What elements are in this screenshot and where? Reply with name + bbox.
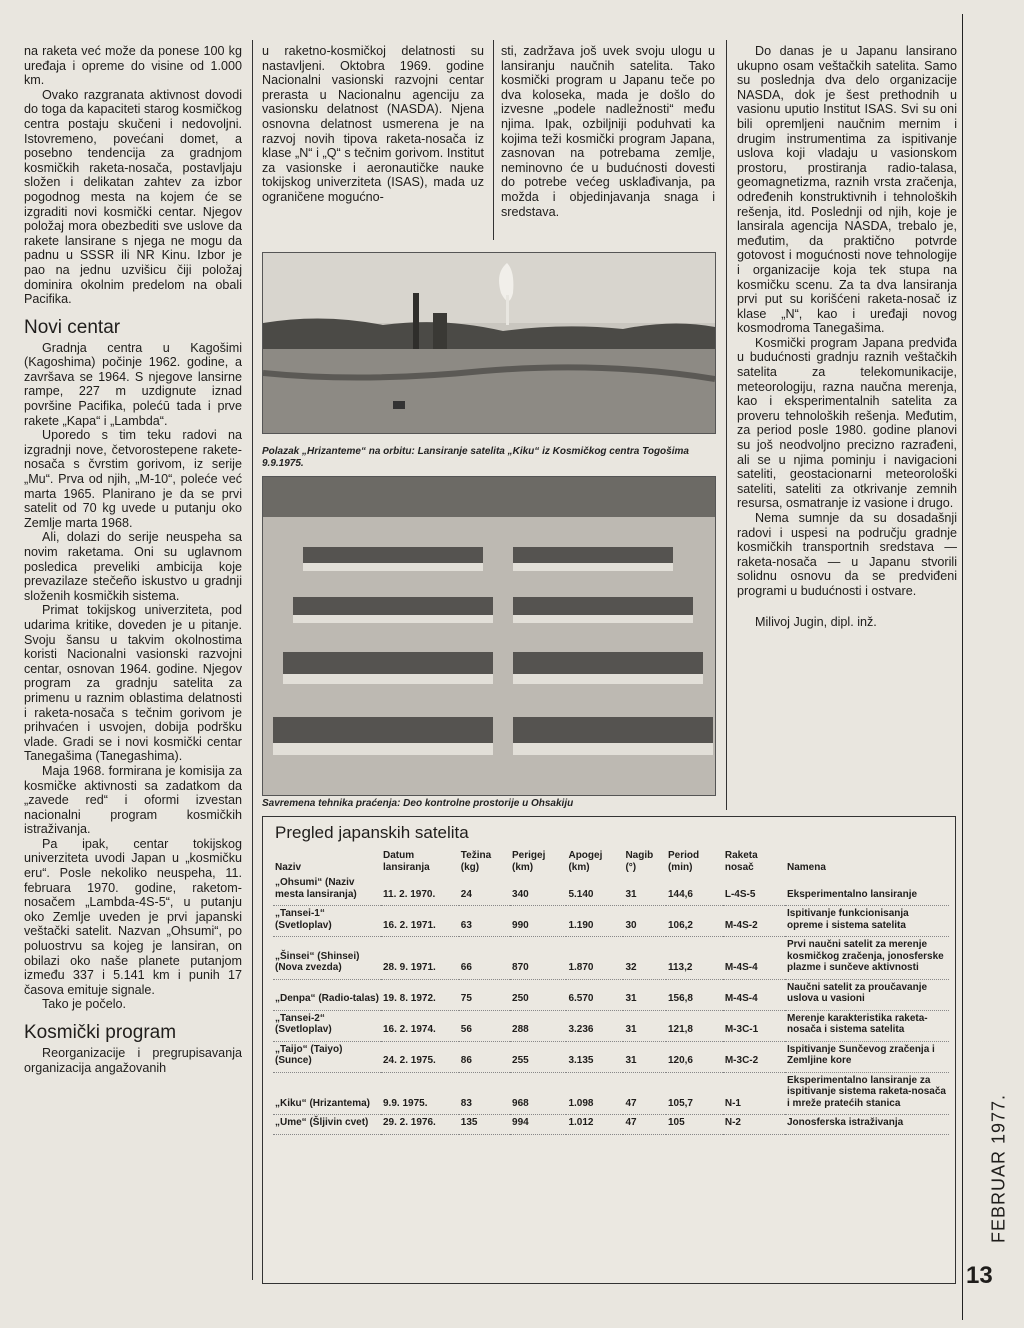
table-cell: „Tansei-2“ (Svetloplav)	[273, 1010, 381, 1041]
paragraph: Pa ipak, centar tokijskog univerziteta uvodi Japan u „kosmičku eru“. Posle nekoliko neuspeha, 11. februara 1970. godine, raketom-nosačem „Lambda-4S-5“, u putanju oko Zemlje uveden je prvi japanski veštački satelit. Nazvan „Ohsumi“, po poluostrvu sa kojeg je lansiran, on obilazi oko naše planete putanjom između 337 i 5.141 km i punih 17 časova emituje signale.	[24, 836, 242, 997]
table-cell: 3.236	[566, 1010, 623, 1041]
column-header: Apogej (km)	[568, 850, 603, 873]
paragraph: Gradnja centra u Kagošimi (Kagoshima) počinje 1962. godine, a završava se 1964. S njegove lansirne rampe, 227 m uzdignute iznad površine Pacifika, polećū tada i prve rakete „Kapa“ i „Lambda“.	[24, 340, 242, 428]
table-row	[273, 1010, 949, 1041]
table-cell: 83	[459, 1072, 510, 1115]
table-cell: „Kiku“ (Hrizantema)	[273, 1072, 381, 1115]
article-column-1	[24, 44, 242, 1075]
table-row	[273, 906, 949, 937]
table-cell: 106,2	[666, 906, 723, 937]
table-cell: M-3C-2	[723, 1041, 785, 1072]
control-room-image	[263, 477, 715, 795]
table-cell: 63	[459, 906, 510, 937]
column-header: Namena	[787, 862, 826, 873]
table-row	[273, 1041, 949, 1072]
page-edge-rule	[962, 14, 963, 1320]
table-cell: Eksperimentalno lansiranje za ispitivanje sistema raketa-nosača i mreže pratećih stanica	[785, 1072, 949, 1115]
paragraph: Kosmički program Japana predviđa u budućnosti gradnju raznih veštačkih satelita za telekomunikacije, meteorologiju, razna naučna merenja, kao i eksperimentalnih satelita za proveru tehnoloških rešenja. Međutim, za period posle 1980. godine planovi su još neodvoljno precizno razrađeni, ali se u njima pominju i navigacioni sateliti, geostacionarni meteorološki sateliti, sateliti za otkrivanje zemnih resursa, osmatranje iz vasione i drugo.	[737, 335, 957, 511]
table-header-row	[273, 849, 949, 875]
issue-date-text: FEBRUAR 1977.	[988, 1093, 1009, 1244]
paragraph: Primat tokijskog univerziteta, pod udarima kritike, doveden je u pitanje. Svoju šansu u takvim okolnostima koristi Nacionalni vasionski razvojni centar, osnovan 1964. godine. Njegov program za gradnju satelita za primenu u raznim oblastima delatnosti i raketa-nosača s tečnim gorivom je prihvaćen i usvojen, dobija podršku vlade. Gradi se i novi kosmički centar Tanegašima (Tanegashima).	[24, 603, 242, 764]
paragraph: Reorganizacije i pregrupisavanja organizacija angažovanih	[24, 1046, 242, 1075]
table-cell: 56	[459, 1010, 510, 1041]
table-title: Pregled japanskih satelita	[275, 823, 469, 842]
table-cell: 16. 2. 1971.	[381, 906, 459, 937]
satellite-table	[273, 849, 949, 1135]
article-column-2	[262, 44, 484, 205]
section-heading: Kosmički program	[24, 1022, 177, 1043]
table-cell: 16. 2. 1974.	[381, 1010, 459, 1041]
table-cell: Eksperimentalno lansiranje	[785, 875, 949, 906]
table-cell: L-4S-5	[723, 875, 785, 906]
table-cell: 24. 2. 1975.	[381, 1041, 459, 1072]
table-cell: „Denpa“ (Radio-talas)	[273, 979, 381, 1010]
table-cell: 47	[623, 1072, 666, 1115]
paragraph: Uporedo s tim teku radovi na izgradnji nove, četvorostepene rakete-nosača s čvrstim gorivom, iz serije „Mu“. Prva od njih, „M-10“, poleće već marta 1965. Planirano je da se prvi satelit od 70 kg uvede u putanju oko Zemlje marta 1968.	[24, 428, 242, 530]
table-cell: 31	[623, 1041, 666, 1072]
table-cell: Jonosferska istraživanja	[785, 1115, 949, 1135]
article-column-4	[737, 44, 957, 629]
table-cell: Merenje karakteristika raketa-nosača i sistema satelita	[785, 1010, 949, 1041]
table-cell: N-2	[723, 1115, 785, 1135]
table-cell: 968	[510, 1072, 566, 1115]
paragraph: sti, zadržava još uvek svoju ulogu u lansiranju naučnih satelita. Tako kosmički program u Japanu teče po dva koloseka, mada je došlo do izvesne „podele nadležnosti“ među njima. Ipak, ozbiljniji poduhvati ka kojima teži kosmički program Japana, zasnovan na potrebama zemlje, neminovno će u budućnosti dovesti do potrebe većeg usklađivanja, pa možda i objedinjavanja snaga i sredstava.	[501, 44, 715, 219]
column-header: Raketa nosač	[724, 850, 758, 873]
column-rule	[493, 40, 494, 240]
table-cell: „Ohsumi“ (Naziv mesta lansiranja)	[273, 875, 381, 906]
table-cell: 32	[623, 937, 666, 980]
table-row	[273, 979, 949, 1010]
table-cell: 120,6	[666, 1041, 723, 1072]
table-cell: 31	[623, 979, 666, 1010]
table-cell: 144,6	[666, 875, 723, 906]
table-cell: M-4S-4	[723, 937, 785, 980]
table-row	[273, 937, 949, 980]
column-rule	[252, 40, 253, 1280]
table-cell: 990	[510, 906, 566, 937]
table-cell: 1.190	[566, 906, 623, 937]
table-cell: „Ume“ (Šljivin cvet)	[273, 1115, 381, 1135]
table-cell: 255	[510, 1041, 566, 1072]
column-header: Perigej (km)	[512, 850, 546, 873]
column-header: Težina (kg)	[460, 850, 492, 873]
paragraph: na raketa već može da ponese 100 kg uređaja i opreme do visine od 1.000 km.	[24, 44, 242, 88]
table-cell: 1.870	[566, 937, 623, 980]
column-header: Period (min)	[667, 850, 700, 873]
column-rule	[726, 40, 727, 810]
table-cell: 250	[510, 979, 566, 1010]
table-cell: 9.9. 1975.	[381, 1072, 459, 1115]
table-cell: 11. 2. 1970.	[381, 875, 459, 906]
paragraph: Do danas je u Japanu lansirano ukupno osam veštačkih satelita. Samo su poslednja dva delo organizacije NASDA, dok je šest prethodnih u vasionu uputio Institut ISAS. Svi su oni bili opremljeni naučnim mernim i drugim instrumentima za ispitivanje uslova koji vladaju u vasionskom prostoru, prostiranja radio-talasa, geomagnetizma, raznih vrsta zračenja, određenih konstruktivnih i tehnoloških rešenja, itd. Poslednji od njih, koje je lansirala agencija NASDA, trebalo je, međutim, da praktično potvrde gotovost i mogućnosti nove tehnologije i organizacije koja tek stupa na kosmičku scenu. Za ta dva lansiranja prvi put su korišćeni raketa-nosač iz klase „N“, kao i uređaji novog kosmodroma Tanegašima.	[737, 44, 957, 336]
table-cell: Naučni satelit za proučavanje uslova u vasioni	[785, 979, 949, 1010]
control-room-photo	[262, 476, 716, 796]
table-cell: 156,8	[666, 979, 723, 1010]
paragraph: u raketno-kosmičkoj delatnosti su nastavljeni. Oktobra 1969. godine Nacionalni vasionski razvojni centar prerasta u Nacionalnu agenciju za vasionsku delatnost (NASDA). Njena osnovna delatnost usmerena je na razvoj novih tipova raketa-nosača iz klase „N“ i „Q“ s tečnim gorivom. Institut za vasionske i aeronautičke nauke tokijskog univerziteta (ISAS), mada uz ograničene mogućno-	[262, 44, 484, 204]
launch-photo-image	[263, 253, 715, 433]
table-cell: Ispitivanje Sunčevog zračenja i Zemljine kore	[785, 1041, 949, 1072]
table-cell: 86	[459, 1041, 510, 1072]
column-header: Nagib (°)	[625, 850, 654, 873]
table-cell: 340	[510, 875, 566, 906]
table-cell: 1.098	[566, 1072, 623, 1115]
table-cell: Ispitivanje funkcionisanja opreme i sistema satelita	[785, 906, 949, 937]
table-cell: 24	[459, 875, 510, 906]
page-number: 13	[966, 1262, 993, 1289]
table-cell: „Tansei-1“ (Svetloplav)	[273, 906, 381, 937]
table-row	[273, 875, 949, 906]
column-header: Datum lansiranja	[383, 850, 430, 873]
table-cell: 29. 2. 1976.	[381, 1115, 459, 1135]
table-cell: 31	[623, 1010, 666, 1041]
table-cell: 870	[510, 937, 566, 980]
section-heading: Novi centar	[24, 316, 121, 338]
table-cell: 31	[623, 875, 666, 906]
issue-date-label	[978, 1080, 1018, 1270]
photo-caption: Polazak „Hrizanteme“ na orbitu: Lansiranje satelita „Kiku“ iz Kosmičkog centra Togošima 9.9.1975.	[262, 446, 689, 469]
table-cell: 75	[459, 979, 510, 1010]
paragraph: Ali, dolazi do serije neuspeha sa novim raketama. Oni su uglavnom posledica preveliki ambicija koje prevazilaze stečeño iskustvo u gradnji složenih kosmičkih sistema.	[24, 530, 242, 603]
article-column-3	[501, 44, 715, 219]
table-cell: 66	[459, 937, 510, 980]
table-row	[273, 1072, 949, 1115]
table-cell: M-4S-4	[723, 979, 785, 1010]
table-cell: N-1	[723, 1072, 785, 1115]
table-cell: 121,8	[666, 1010, 723, 1041]
column-header: Naziv	[275, 862, 302, 873]
paragraph: Maja 1968. formirana je komisija za kosmičke aktivnosti sa zadatkom da „zavede red“ i oformi izvestan nacionalni program kosmičkih istraživanja.	[24, 763, 242, 837]
table-cell: 994	[510, 1115, 566, 1135]
paragraph: Nema sumnje da su dosadašnji radovi i uspesi na području gradnje kosmičkih transportnih sredstava — raketa-nosača — u Japanu stvorili solidnu osnovu da se predviđeni programi u budućnosti i ostvare.	[737, 511, 957, 598]
table-cell: 19. 8. 1972.	[381, 979, 459, 1010]
table-cell: 5.140	[566, 875, 623, 906]
table-cell: M-3C-1	[723, 1010, 785, 1041]
satellite-table-box	[262, 816, 956, 1284]
table-cell: M-4S-2	[723, 906, 785, 937]
table-cell: Prvi naučni satelit za merenje kosmičkog zračenja, jonosferske plazme i sunčeve aktivnosti	[785, 937, 949, 980]
table-cell: 6.570	[566, 979, 623, 1010]
table-cell: „Taijo“ (Taiyo) (Sunce)	[273, 1041, 381, 1072]
table-cell: „Šinsei“ (Shinsei) (Nova zvezda)	[273, 937, 381, 980]
table-cell: 105	[666, 1115, 723, 1135]
table-cell: 28. 9. 1971.	[381, 937, 459, 980]
table-cell: 288	[510, 1010, 566, 1041]
photo-caption: Savremena tehnika praćenja: Deo kontrolne prostorije u Ohsakiju	[262, 798, 574, 809]
table-row	[273, 1115, 949, 1135]
table-cell: 30	[623, 906, 666, 937]
paragraph: Tako je počelo.	[42, 997, 127, 1012]
launch-photo	[262, 252, 716, 434]
author-signature: Milivoj Jugin, dipl. inž.	[755, 614, 877, 629]
table-cell: 1.012	[566, 1115, 623, 1135]
table-cell: 113,2	[666, 937, 723, 980]
table-cell: 47	[623, 1115, 666, 1135]
table-cell: 135	[459, 1115, 510, 1135]
table-cell: 105,7	[666, 1072, 723, 1115]
paragraph: Ovako razgranata aktivnost dovodi do toga da kapaciteti starog kosmičkog centra postaju skučeni i nedovoljni. Istovremeno, povećani domet, a posebno tendencija za gradnjom kosmičkih raketa-nosača, postavljaju složen i delikatan zahtev za izbor pogodnog mesta na kojem će se izgraditi novi kosmički centar. Njegov položaj mora obezbediti sve uslove da rakete lansirane s njega ne mogu da padnu u SSSR ili NR Kinu. Izbor je pao na jednu uzvišicu čiji položaj dominira okolnim predelom na obali Pacifika.	[24, 87, 242, 307]
table-cell: 3.135	[566, 1041, 623, 1072]
